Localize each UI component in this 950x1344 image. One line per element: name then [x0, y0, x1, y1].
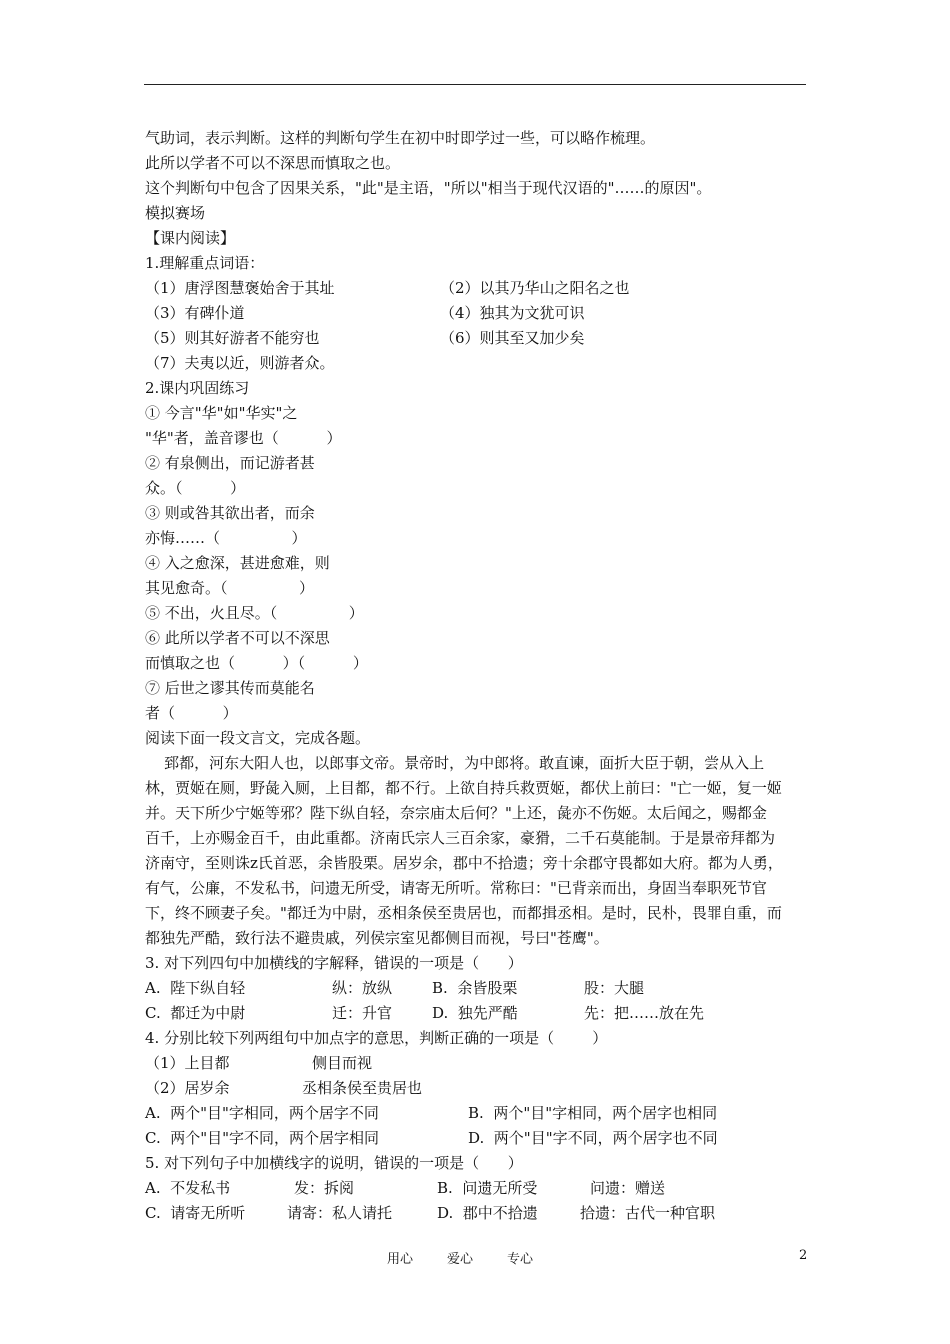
- passage-line: 郅都，河东大阳人也，以郎事文帝。景帝时，为中郎将。敢直谏，面折大臣于朝，尝从入上: [145, 754, 765, 772]
- q2-line: ⑤ 不出，火且尽。（ ）: [145, 604, 364, 622]
- q1-item: （1）唐浮图慧褒始舍于其址: [145, 279, 335, 297]
- q1-item: （7）夫夷以近，则游者众。: [145, 354, 335, 372]
- q2-line: ④ 入之愈深，甚进愈难，则: [145, 554, 330, 572]
- q4-option-d: D. 两个"目"字不同，两个居字也不同: [468, 1129, 718, 1147]
- q3-option-b-gloss: 股：大腿: [584, 979, 645, 997]
- q1-item: （3）有碑仆道: [145, 304, 245, 322]
- q4-option-b: B. 两个"目"字相同，两个居字也相同: [468, 1104, 718, 1122]
- intro-line-3: 这个判断句中包含了因果关系，"此"是主语，"所以"相当于现代汉语的"……的原因"。: [145, 179, 712, 197]
- q2-line: ⑦ 后世之谬其传而莫能名: [145, 679, 315, 697]
- q3-option-c: C. 都迁为中尉: [145, 1004, 246, 1022]
- q4-group-1: （1）上目都: [145, 1054, 230, 1072]
- page-number: 2: [799, 1248, 808, 1263]
- q3-option-a-gloss: 纵：放纵: [332, 979, 393, 997]
- passage-line: 有气，公廉，不发私书，问遗无所受，请寄无所听。常称曰："已背亲而出，身固当奉职死节官: [145, 879, 767, 897]
- reading-intro: 阅读下面一段文言文，完成各题。: [145, 729, 371, 747]
- q4-option-a: A. 两个"目"字相同，两个居字不同: [145, 1104, 379, 1122]
- q1-item: （4）独其为文犹可识: [440, 304, 585, 322]
- q3-option-c-gloss: 迁：升官: [332, 1004, 393, 1022]
- q1-item: （6）则其至又加少矣: [440, 329, 585, 347]
- header-rule: [144, 84, 806, 85]
- q2-line: ⑥ 此所以学者不可以不深思: [145, 629, 330, 647]
- q1-item: （5）则其好游者不能穷也: [145, 329, 320, 347]
- q2-line: ③ 则或咎其欲出者，而余: [145, 504, 315, 522]
- intro-line-2: 此所以学者不可以不深思而慎取之也。: [145, 154, 401, 172]
- q4-stem: 4. 分别比较下列两组句中加点字的意思，判断正确的一项是（ ）: [145, 1029, 608, 1047]
- q5-option-a-gloss: 发：拆阅: [294, 1179, 355, 1197]
- q3-option-a: A. 陛下纵自轻: [145, 979, 246, 997]
- q2-title: 2.课内巩固练习: [145, 379, 250, 397]
- q2-line: ② 有泉侧出，而记游者甚: [145, 454, 315, 472]
- intro-line-1: 气助词，表示判断。这样的判断句学生在初中时即学过一些，可以略作梳理。: [145, 129, 656, 147]
- q1-title: 1.理解重点词语：: [145, 254, 265, 272]
- q5-option-a: A. 不发私书: [145, 1179, 231, 1197]
- passage-line: 济南守，至则诛z氏首恶，余皆股栗。居岁余，郡中不拾遗；旁十余郡守畏都如大府。都为人勇，: [145, 854, 783, 872]
- passage-line: 下，终不顾妻子矣。"都迁为中尉，丞相条侯至贵居也，而都揖丞相。是时，民朴，畏罪自重，而: [145, 904, 782, 922]
- q4-option-c: C. 两个"目"字不同，两个居字相同: [145, 1129, 380, 1147]
- q4-group-1-b: 侧目而视: [312, 1054, 373, 1072]
- footer-motto-1: 用心: [387, 1252, 414, 1267]
- q5-option-b: B. 问遗无所受: [437, 1179, 538, 1197]
- q2-line: "华"者，盖音谬也（ ）: [145, 429, 342, 447]
- q2-line: 众。（ ）: [145, 479, 246, 497]
- q3-stem: 3. 对下列四句中加横线的字解释，错误的一项是（ ）: [145, 954, 523, 972]
- q5-option-c-gloss: 请寄：私人请托: [287, 1204, 393, 1222]
- q4-group-2-b: 丞相条侯至贵居也: [302, 1079, 423, 1097]
- q2-line: ① 今言"华"如"华实"之: [145, 404, 298, 422]
- q3-option-d: D. 独先严酷: [432, 1004, 518, 1022]
- passage-line: 并。天下所少宁姬等邪？陛下纵自轻，奈宗庙太后何？"上还，彘亦不伤姬。太后闻之，赐都金: [145, 804, 767, 822]
- passage-line: 林，贾姬在厕，野彘入厕，上目都，都不行。上欲自持兵救贾姬，都伏上前曰："亡一姬，复一姬: [145, 779, 782, 797]
- section-title: 模拟赛场: [145, 204, 206, 222]
- q5-option-d-gloss: 拾遗：古代一种官职: [580, 1204, 716, 1222]
- q2-line: 亦悔……（ ）: [145, 529, 307, 547]
- q1-item: （2）以其乃华山之阳名之也: [440, 279, 630, 297]
- passage-line: 都独先严酷，致行法不避贵戚，列侯宗室见都侧目而视，号曰"苍鹰"。: [145, 929, 609, 947]
- subsection-title: 【课内阅读】: [145, 229, 236, 247]
- q5-stem: 5. 对下列句子中加横线字的说明，错误的一项是（ ）: [145, 1154, 523, 1172]
- footer-motto-2: 爱心: [447, 1252, 474, 1267]
- q4-group-2: （2）居岁余: [145, 1079, 230, 1097]
- q5-option-b-gloss: 问遗：赠送: [590, 1179, 666, 1197]
- q5-option-c: C. 请寄无所听: [145, 1204, 246, 1222]
- q2-line: 者（ ）: [145, 704, 238, 722]
- footer-motto-3: 专心: [507, 1252, 534, 1267]
- q5-option-d: D. 郡中不拾遗: [437, 1204, 538, 1222]
- q3-option-b: B. 余皆股栗: [432, 979, 518, 997]
- passage-line: 百千，上亦赐金百千，由此重都。济南氏宗人三百余家，豪猾，二千石莫能制。于是景帝拜都为: [145, 829, 776, 847]
- q2-line: 其见愈奇。（ ）: [145, 579, 315, 597]
- q2-line: 而慎取之也（ ）（ ）: [145, 654, 368, 672]
- q3-option-d-gloss: 先：把……放在先: [584, 1004, 705, 1022]
